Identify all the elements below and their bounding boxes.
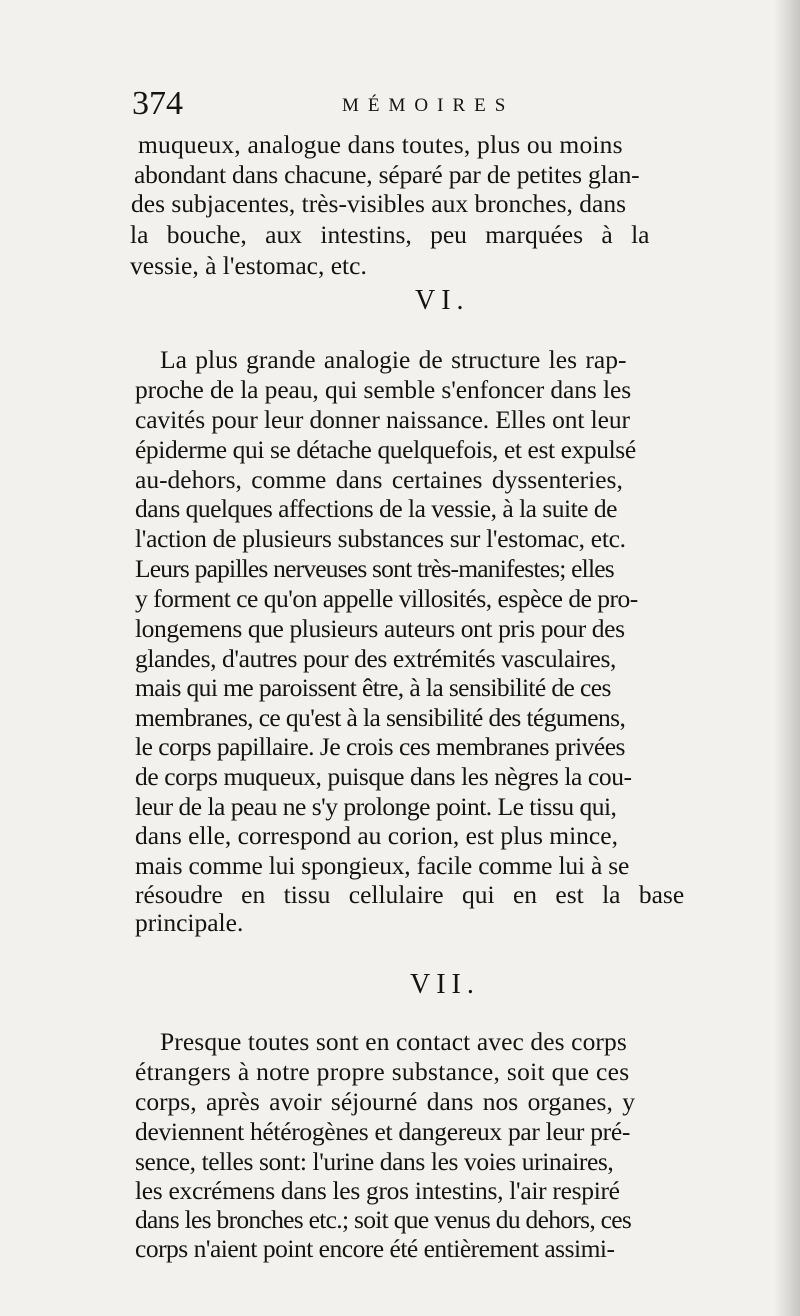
section-vii-line: les excrémens dans les gros intestins, l'air respiré bbox=[135, 1176, 620, 1205]
binding-shadow bbox=[774, 0, 800, 1316]
section-vi-line: mais comme lui spongieux, facile comme lui à se bbox=[135, 851, 630, 880]
section-vii-line: dans les bronches etc.; soit que venus du dehors, ces bbox=[135, 1205, 632, 1234]
section-vi-line: principale. bbox=[135, 908, 244, 937]
section-vi-line: dans elle, correspond au corion, est plus mince, bbox=[135, 821, 618, 850]
section-v-line: abondant dans chacune, séparé par de petites glan- bbox=[134, 160, 640, 189]
page-number: 374 bbox=[132, 85, 183, 122]
section-vi-line: de corps muqueux, puisque dans les nègres la cou- bbox=[135, 762, 632, 791]
section-vii-line: corps, après avoir séjourné dans nos organes, y bbox=[135, 1087, 635, 1116]
section-vii-line: étrangers à notre propre substance, soit que ces bbox=[135, 1057, 630, 1086]
page-header bbox=[132, 84, 602, 128]
section-v-line: muqueux, analogue dans toutes, plus ou moins bbox=[138, 130, 623, 159]
section-vi-line: résoudre en tissu cellulaire qui en est la base bbox=[135, 880, 685, 909]
section-vi-line: proche de la peau, qui semble s'enfoncer dans les bbox=[135, 375, 632, 404]
section-v-line: vessie, à l'estomac, etc. bbox=[130, 251, 367, 280]
section-vii-heading: VII. bbox=[410, 969, 480, 1000]
section-vi-line: y forment ce qu'on appelle villosités, espèce de pro- bbox=[135, 584, 638, 613]
running-title: MÉMOIRES bbox=[342, 95, 515, 116]
section-vi-heading: VI. bbox=[415, 285, 470, 316]
section-vii-line: sence, telles sont: l'urine dans les voies urinaires, bbox=[135, 1147, 614, 1176]
section-vi-line: épiderme qui se détache quelquefois, et est expulsé bbox=[135, 435, 636, 464]
section-vi-line: mais qui me paroissent être, à la sensibilité de ces bbox=[135, 673, 611, 702]
section-vi-line: leur de la peau ne s'y prolonge point. Le tissu qui, bbox=[135, 792, 617, 821]
section-vi-line: longemens que plusieurs auteurs ont pris pour des bbox=[135, 614, 625, 643]
section-vii-line: Presque toutes sont en contact avec des corps bbox=[160, 1027, 627, 1056]
section-vi-line: cavités pour leur donner naissance. Elles ont leur bbox=[135, 405, 630, 434]
section-vi-line: glandes, d'autres pour des extrémités vasculaires, bbox=[135, 644, 616, 673]
section-vi-line: le corps papillaire. Je crois ces membranes privées bbox=[135, 732, 625, 761]
section-vi-line: membranes, ce qu'est à la sensibilité des tégumens, bbox=[135, 703, 626, 732]
section-vii-line: corps n'aient point encore été entièrement assimi- bbox=[135, 1234, 615, 1263]
section-vi-line: dans quelques affections de la vessie, à la suite de bbox=[135, 494, 617, 523]
section-vi-line: l'action de plusieurs substances sur l'estomac, etc. bbox=[135, 524, 626, 553]
section-v-line: la bouche, aux intestins, peu marquées à la bbox=[130, 220, 650, 249]
section-vi-line: La plus grande analogie de structure les rap- bbox=[160, 345, 627, 374]
section-v-line: des subjacentes, très-visibles aux bronches, dans bbox=[131, 189, 626, 218]
section-vii-line: deviennent hétérogènes et dangereux par leur pré- bbox=[135, 1117, 631, 1146]
section-vi-line: Leurs papilles nerveuses sont très-manifestes; elles bbox=[135, 554, 614, 583]
section-vi-line: au-dehors, comme dans certaines dyssenteries, bbox=[135, 465, 623, 494]
